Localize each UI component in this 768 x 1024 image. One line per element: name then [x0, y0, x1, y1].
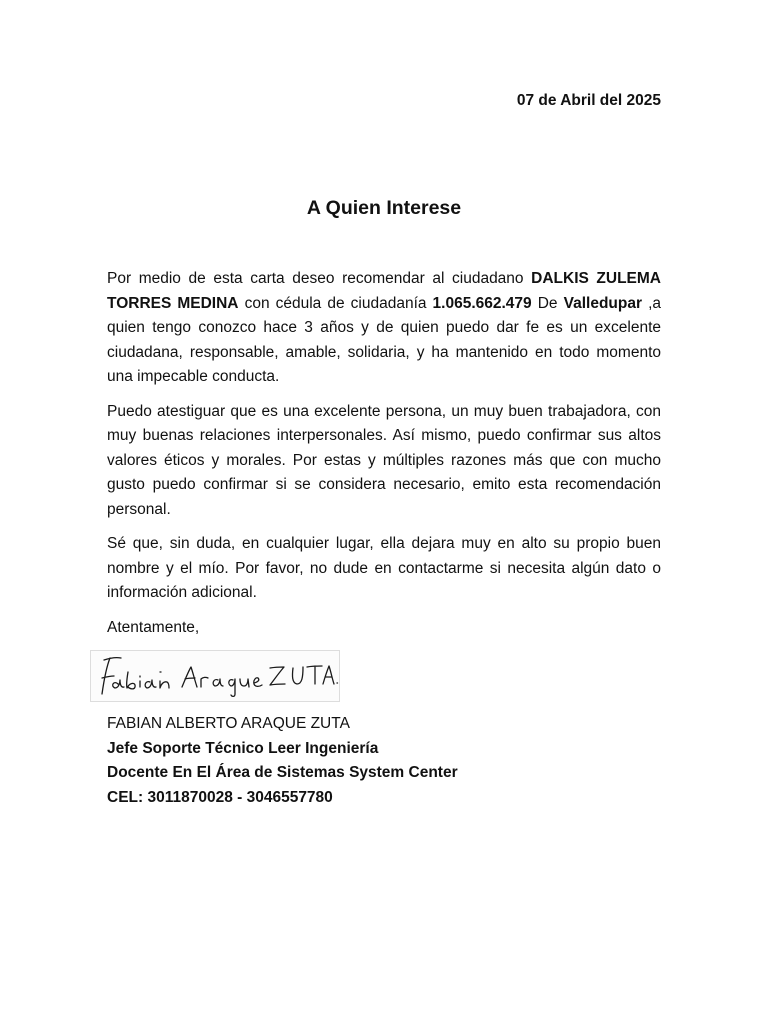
paragraph-recommendation [107, 267, 661, 390]
id-label-text: con cédula de ciudadanía [238, 294, 433, 312]
signer-block [107, 712, 458, 810]
paragraph-rest: ,a quien tengo conozco hace 3 años y de quien puedo dar fe es un excelente ciudadana, responsable, amable, solidaria, y ha mantenido en todo momento una impecable conducta. [107, 294, 661, 385]
letter-heading: A Quien Interese [306, 197, 462, 219]
id-number: 1.065.662.479 [432, 294, 532, 312]
paragraph-contact: Sé que, sin duda, en cualquier lugar, ella dejara muy en alto su propio buen nombre y el mío. Por favor, no dude en contactarme si necesita algún dato o información adicional. [107, 535, 661, 601]
signer-name: FABIAN ALBERTO ARAQUE ZUTA [107, 715, 350, 732]
closing-text: Atentamente, [107, 618, 200, 636]
signer-phone: CEL: 3011870028 - 3046557780 [107, 788, 333, 806]
intro-text: Por medio de esta carta deseo recomendar al ciudadano [107, 270, 532, 287]
from-text: De [531, 294, 564, 312]
handwritten-signature [90, 650, 340, 702]
signer-role-1: Jefe Soporte Técnico Leer Ingeniería [107, 739, 379, 757]
signature-image [90, 650, 340, 702]
letter-date: 07 de Abril del 2025 [516, 92, 661, 109]
letter-body [107, 267, 661, 650]
signer-role-2: Docente En El Área de Sistemas System Center [107, 764, 458, 781]
paragraph-testimony: Puedo atestiguar que es una excelente persona, un muy buen trabajadora, con muy buenas relaciones interpersonales. Así mismo, puedo confirmar sus altos valores éticos y morales. Por estas y múltiples razones más que con mucho gusto puedo confirmar si se considera necesario, emito esta recomendación personal. [107, 402, 661, 518]
city-name: Valledupar [563, 294, 643, 312]
recommended-name: DALKIS ZULEMA TORRES MEDINA [107, 270, 661, 312]
